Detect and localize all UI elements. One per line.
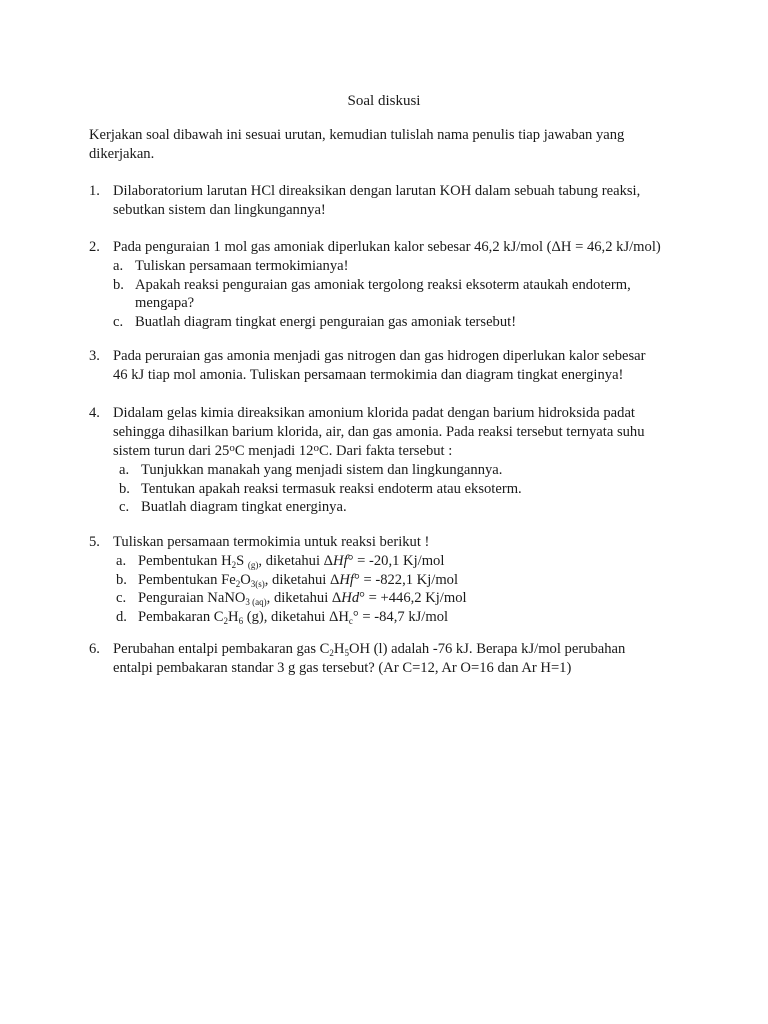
question-6 — [89, 640, 709, 678]
sub-text: Buatlah diagram tingkat energi penguraian gas amoniak tersebut! — [135, 313, 517, 330]
sub-question-b — [116, 571, 709, 590]
question-2 — [89, 238, 709, 331]
sub-question-a — [113, 257, 709, 276]
sub-text: Tentukan apakah reaksi termasuk reaksi endoterm atau eksoterm. — [141, 480, 522, 497]
sub-question-b — [119, 480, 709, 499]
question-stem: Pada penguraian 1 mol gas amoniak diperlukan kalor sebesar 46,2 kJ/mol (ΔH = 46,2 kJ/mol) — [113, 239, 661, 255]
sub-text: mengapa? — [135, 295, 195, 311]
question-1 — [89, 182, 709, 220]
sub-letter: a. — [113, 258, 124, 274]
sub-letter: c. — [119, 499, 130, 515]
sub-text: Pembakaran $C_2H_6$ (g), diketahui $\Delta H_c^\circ = -84,7$ kJ/mol — [138, 608, 449, 626]
question-text-line: Didalam gelas kimia direaksikan amonium klorida padat dengan barium hidroksida padat — [113, 405, 635, 421]
page-title: Soal diskusi — [347, 93, 421, 109]
sub-letter: c. — [113, 313, 124, 330]
question-text-line: 46 kJ tiap mol amonia. Tuliskan persamaan termokimia dan diagram tingkat energinya! — [113, 367, 624, 383]
question-5 — [89, 533, 709, 626]
sub-text: Penguraian NaNO$_{3 (aq)}$, diketahui ΔHd° = +446,2 Kj/mol — [138, 590, 467, 607]
instructions: Kerjakan soal dibawah ini sesuai urutan, kemudian tulislah nama penulis tiap jawaban yang dikerjakan. — [89, 127, 625, 162]
question-stem: Tuliskan persamaan termokimia untuk reaksi berikut ! — [113, 534, 430, 550]
question-text-line: sebutkan sistem dan lingkungannya! — [113, 202, 326, 218]
sub-text: Buatlah diagram tingkat energinya. — [141, 499, 347, 515]
question-number: 4. — [89, 405, 100, 421]
sub-text: Apakah reaksi penguraian gas amoniak tergolong reaksi eksoterm ataukah endoterm, — [135, 276, 631, 293]
sub-text: Pembentukan $Fe_2O_{3(s)}$, diketahui ΔHf° = -822,1 Kj/mol — [138, 571, 459, 589]
question-number: 6. — [89, 641, 100, 657]
sub-text: Pembentukan $H_2S$ $_{(g)}$, diketahui ΔHf° = -20,1 Kj/mol — [138, 553, 445, 570]
question-text-line: entalpi pembakaran standar 3 g gas tersebut? (Ar C=12, Ar O=16 dan Ar H=1) — [113, 660, 572, 676]
question-4 — [89, 404, 709, 517]
question-text-line: Pada peruraian gas amonia menjadi gas nitrogen dan gas hidrogen diperlukan kalor sebesar — [113, 348, 646, 364]
sub-text: Tuliskan persamaan termokimianya! — [135, 258, 349, 274]
sub-letter: d. — [116, 608, 127, 625]
question-number: 5. — [89, 534, 100, 550]
sub-letter: a. — [119, 462, 130, 478]
sub-question-c — [116, 589, 709, 608]
question-number: 1. — [89, 183, 100, 199]
sub-question-c — [113, 313, 709, 332]
question-text-line: sistem turun dari 25$^o$C menjadi 12$^o$C. Dari fakta tersebut : — [113, 442, 453, 459]
sub-question-b — [113, 276, 709, 313]
sub-letter: a. — [116, 553, 127, 569]
sub-letter: b. — [113, 276, 124, 293]
sub-question-a — [119, 461, 709, 480]
question-text-line: sehingga dihasilkan barium klorida, air, dan gas amonia. Pada reaksi tersebut ternyata suhu — [113, 424, 645, 440]
sub-text: Tunjukkan manakah yang menjadi sistem dan lingkungannya. — [141, 462, 503, 478]
sub-letter: c. — [116, 590, 127, 606]
question-number: 3. — [89, 348, 100, 364]
sub-question-d — [116, 608, 709, 627]
sub-question-c — [119, 498, 709, 517]
question-text-line: Dilaboratorium larutan HCl direaksikan dengan larutan KOH dalam sebuah tabung reaksi, — [113, 183, 641, 199]
sub-question-a — [116, 552, 709, 571]
sub-letter: b. — [119, 480, 130, 497]
question-3 — [89, 347, 709, 385]
question-text-line: Perubahan entalpi pembakaran gas $C_2H_5OH$ (l) adalah -76 kJ. Berapa kJ/mol perubahan — [113, 641, 626, 658]
sub-letter: b. — [116, 571, 127, 588]
question-number: 2. — [89, 239, 100, 255]
